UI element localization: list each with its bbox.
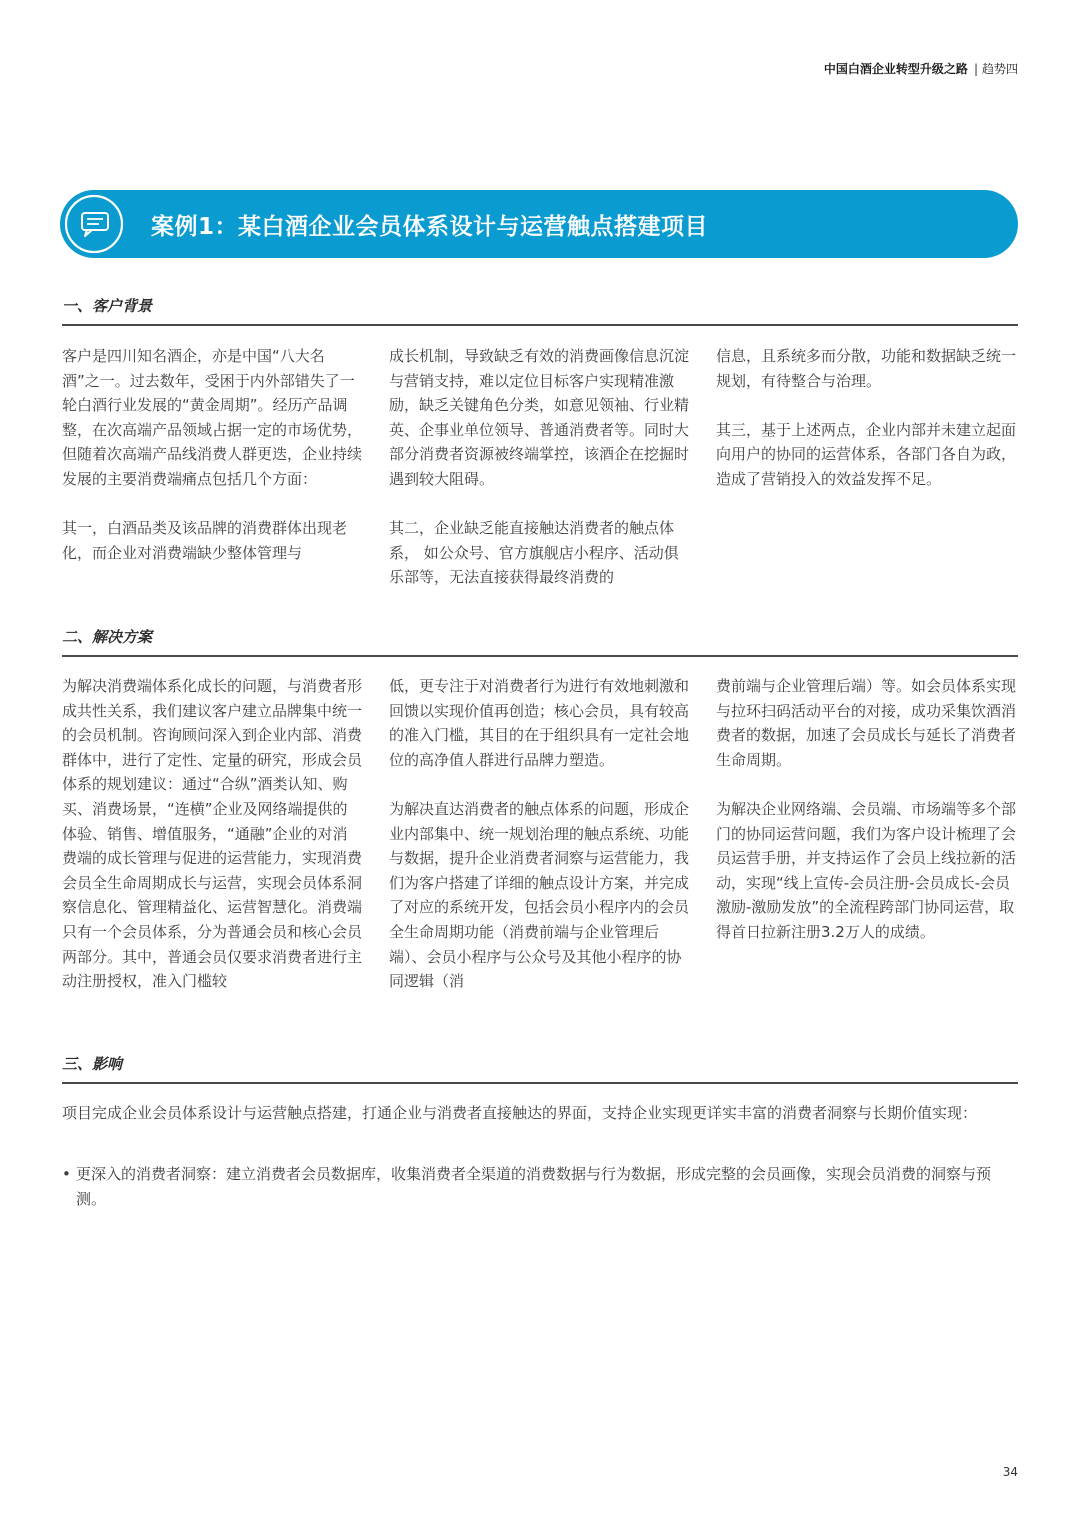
case-title: 案例1：某白酒企业会员体系设计与运营触点搭建项目 — [151, 213, 709, 240]
case-banner — [60, 190, 1018, 258]
report-title: 中国白酒企业转型升级之路 — [823, 62, 968, 76]
paragraph: 低，更专注于对消费者行为进行有效地刺激和回馈以实现价值再创造；核心会员，具有较高的准入门槛，其目的在于组织具有一定社会地位的高净值人群进行品牌力塑造。 — [389, 677, 690, 769]
paragraph: 为解决企业网络端、会员端、市场端等多个部门的协同运营问题，我们为客户设计梳理了会员运营手册，并支持运作了会员上线拉新的活动，实现“线上宣传-会员注册-会员成长-会员激励-激励发放”的全流程跨部门协同运营，取得首日拉新注册3.2万人的成绩。 — [716, 799, 1017, 941]
chapter-label: 趋势四 — [981, 62, 1018, 76]
header-separator: | — [973, 62, 978, 76]
impact-bullet-list — [62, 1162, 1018, 1211]
paragraph: 费前端与企业管理后端）等。如会员体系实现与拉环扫码活动平台的对接，成功采集饮酒消费者的数据，加速了会员成长与延长了消费者生命周期。 — [716, 677, 1017, 769]
solution-column-3 — [716, 674, 1016, 945]
background-column-3 — [716, 344, 1016, 492]
section-heading-background: 一、客户背景 — [62, 295, 1018, 326]
list-item — [62, 1162, 1018, 1211]
bullet-icon: • — [62, 1165, 71, 1183]
running-header — [824, 60, 1018, 77]
bullet-text: 更深入的消费者洞察：建立消费者会员数据库，收集消费者全渠道的消费数据与行为数据，形成完整的会员画像，实现会员消费的洞察与预测。 — [76, 1165, 992, 1208]
paragraph: 客户是四川知名酒企，亦是中国“八大名酒”之一。过去数年，受困于内外部错失了一轮白酒行业发展的“黄金周期”。经历产品调整，在次高端产品领域占据一定的市场优势，但随着次高端产品线消费人群更迭，企业持续发展的主要消费端痛点包括几个方面： — [62, 347, 363, 488]
paragraph: 其三，基于上述两点，企业内部并未建立起面向用户的协同的运营体系，各部门各自为政，造成了营销投入的效益发挥不足。 — [716, 420, 1017, 488]
section-heading-solution: 二、解决方案 — [62, 626, 1018, 657]
solution-column-1 — [62, 674, 362, 994]
paragraph: 为解决消费端体系化成长的问题，与消费者形成共性关系，我们建议客户建立品牌集中统一的会员机制。咨询顾问深入到企业内部、消费群体中，进行了定性、定量的研究，形成会员体系的规划建议：通过“合纵”酒类认知、购买、消费场景，“连横”企业及网络端提供的体验、销售、增值服务，“通融”企业的对消费端的成长管理与促进的运营能力，实现消费会员全生命周期成长与运营，实现会员体系洞察信息化、管理精益化、运营智慧化。消费端只有一个会员体系，分为普通会员和核心会员两部分。其中，普通会员仅要求消费者进行主动注册授权，准入门槛较 — [62, 677, 363, 991]
paragraph: 其一，白酒品类及该品牌的消费群体出现老化，而企业对消费端缺少整体管理与 — [62, 519, 348, 562]
paragraph: 信息，且系统多而分散，功能和数据缺乏统一规划，有待整合与治理。 — [716, 347, 1017, 390]
background-column-1 — [62, 344, 362, 565]
paragraph: 为解决直达消费者的触点体系的问题，形成企业内部集中、统一规划治理的触点系统、功能与数据，提升企业消费者洞察与运营能力，我们为客户搭建了详细的触点设计方案，并完成了对应的系统开发，包括会员小程序内的会员全生命周期功能（消费前端与企业管理后端）、会员小程序与公众号及其他小程序的协同逻辑（消 — [389, 799, 690, 991]
impact-intro: 项目完成企业会员体系设计与运营触点搭建，打通企业与消费者直接触达的界面，支持企业实现更详实丰富的消费者洞察与长期价值实现： — [62, 1104, 978, 1122]
speech-bubble-icon — [63, 193, 125, 255]
page-number: 34 — [1002, 1465, 1018, 1479]
section-heading-impact: 三、影响 — [62, 1053, 1018, 1084]
paragraph: 成长机制，导致缺乏有效的消费画像信息沉淀与营销支持，难以定位目标客户实现精准激励，缺乏关键角色分类，如意见领袖、行业精英、企事业单位领导、普通消费者等。同时大部分消费者资源被终端掌控，该酒企在挖掘时遇到较大阻碍。 — [389, 347, 690, 488]
solution-column-2 — [389, 674, 689, 994]
background-column-2 — [389, 344, 689, 590]
paragraph: 其二，企业缺乏能直接触达消费者的触点体系， 如公众号、官方旗舰店小程序、活动俱乐部等，无法直接获得最终消费的 — [389, 519, 679, 587]
